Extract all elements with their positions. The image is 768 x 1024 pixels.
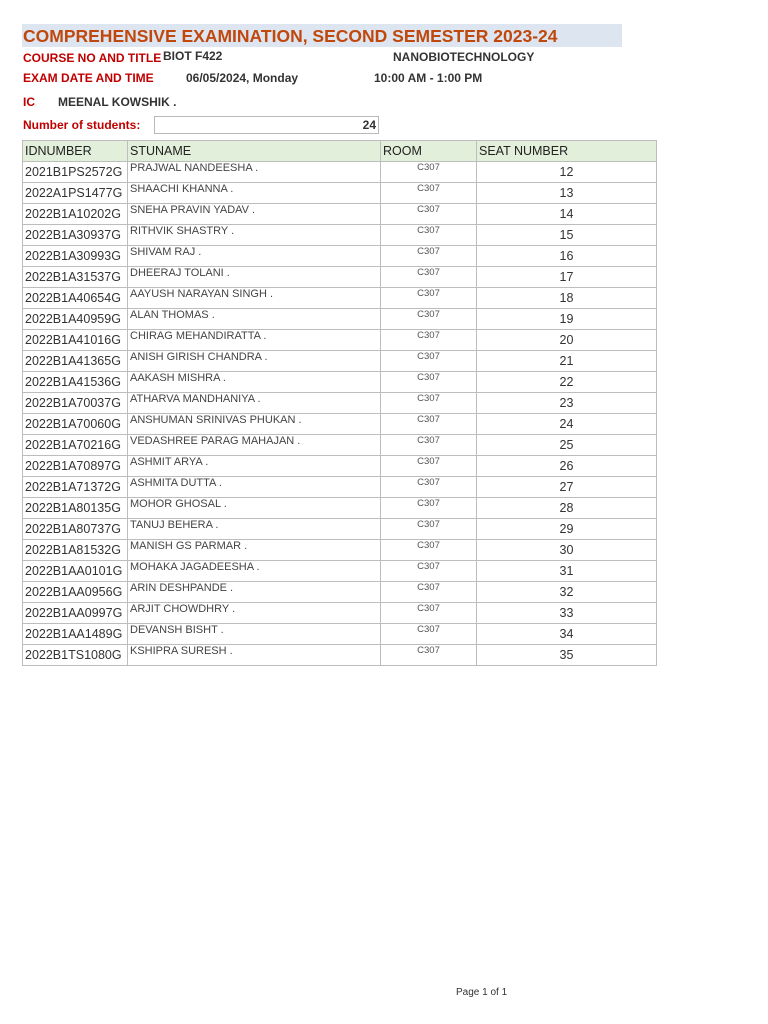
cell-stuname: ANISH GIRISH CHANDRA . <box>128 351 381 372</box>
cell-room: C307 <box>381 183 477 204</box>
course-name: NANOBIOTECHNOLOGY <box>393 50 535 64</box>
cell-room: C307 <box>381 162 477 183</box>
cell-stuname: RITHVIK SHASTRY . <box>128 225 381 246</box>
table-row <box>23 561 657 582</box>
cell-seat-number: 29 <box>477 519 657 540</box>
table-row <box>23 330 657 351</box>
cell-room: C307 <box>381 435 477 456</box>
table-row <box>23 162 657 183</box>
cell-seat-number: 26 <box>477 456 657 477</box>
cell-room: C307 <box>381 498 477 519</box>
table-body <box>23 162 657 666</box>
exam-date: 06/05/2024, Monday <box>186 71 299 85</box>
cell-stuname: ANSHUMAN SRINIVAS PHUKAN . <box>128 414 381 435</box>
table-row <box>23 519 657 540</box>
cell-room: C307 <box>381 540 477 561</box>
cell-stuname: ASHMIT ARYA . <box>128 456 381 477</box>
cell-room: C307 <box>381 582 477 603</box>
cell-seat-number: 25 <box>477 435 657 456</box>
cell-stuname: VEDASHREE PARAG MAHAJAN . <box>128 435 381 456</box>
cell-seat-number: 15 <box>477 225 657 246</box>
cell-stuname: AAKASH MISHRA . <box>128 372 381 393</box>
students-label: Number of students: <box>23 118 141 132</box>
cell-idnumber: 2022B1AA0956G <box>23 582 128 603</box>
page-title: COMPREHENSIVE EXAMINATION, SECOND SEMESTER 2023-24 <box>23 26 558 46</box>
cell-seat-number: 12 <box>477 162 657 183</box>
cell-idnumber: 2021B1PS2572G <box>23 162 128 183</box>
cell-room: C307 <box>381 288 477 309</box>
header-idnumber: IDNUMBER <box>23 141 128 162</box>
table-row <box>23 456 657 477</box>
cell-idnumber: 2022B1A41365G <box>23 351 128 372</box>
cell-seat-number: 31 <box>477 561 657 582</box>
cell-idnumber: 2022B1A80135G <box>23 498 128 519</box>
table-row <box>23 582 657 603</box>
table-row <box>23 351 657 372</box>
cell-idnumber: 2022B1TS1080G <box>23 645 128 666</box>
cell-stuname: ASHMITA DUTTA . <box>128 477 381 498</box>
cell-idnumber: 2022B1A70037G <box>23 393 128 414</box>
table-header-row <box>23 141 657 162</box>
table-row <box>23 414 657 435</box>
table-row <box>23 498 657 519</box>
cell-stuname: SNEHA PRAVIN YADAV . <box>128 204 381 225</box>
cell-room: C307 <box>381 645 477 666</box>
cell-stuname: ATHARVA MANDHANIYA . <box>128 393 381 414</box>
cell-stuname: CHIRAG MEHANDIRATTA . <box>128 330 381 351</box>
cell-room: C307 <box>381 456 477 477</box>
table-row <box>23 603 657 624</box>
students-count-box <box>154 116 379 134</box>
cell-stuname: KSHIPRA SURESH . <box>128 645 381 666</box>
cell-room: C307 <box>381 603 477 624</box>
page-number: Page 1 of 1 <box>456 987 508 998</box>
cell-room: C307 <box>381 561 477 582</box>
exam-time: 10:00 AM - 1:00 PM <box>374 71 483 85</box>
cell-stuname: ARJIT CHOWDHRY . <box>128 603 381 624</box>
cell-idnumber: 2022B1AA0101G <box>23 561 128 582</box>
cell-stuname: DEVANSH BISHT . <box>128 624 381 645</box>
cell-seat-number: 18 <box>477 288 657 309</box>
cell-stuname: MOHOR GHOSAL . <box>128 498 381 519</box>
cell-seat-number: 32 <box>477 582 657 603</box>
cell-room: C307 <box>381 330 477 351</box>
cell-stuname: MANISH GS PARMAR . <box>128 540 381 561</box>
cell-seat-number: 16 <box>477 246 657 267</box>
cell-idnumber: 2022B1AA1489G <box>23 624 128 645</box>
table-row <box>23 309 657 330</box>
header-stuname: STUNAME <box>128 141 381 162</box>
table-row <box>23 246 657 267</box>
cell-seat-number: 20 <box>477 330 657 351</box>
cell-room: C307 <box>381 309 477 330</box>
cell-seat-number: 13 <box>477 183 657 204</box>
cell-seat-number: 14 <box>477 204 657 225</box>
cell-seat-number: 23 <box>477 393 657 414</box>
table-row <box>23 288 657 309</box>
cell-idnumber: 2022B1A40959G <box>23 309 128 330</box>
cell-stuname: PRAJWAL NANDEESHA . <box>128 162 381 183</box>
cell-seat-number: 19 <box>477 309 657 330</box>
cell-seat-number: 24 <box>477 414 657 435</box>
cell-room: C307 <box>381 204 477 225</box>
ic-label: IC <box>23 95 35 109</box>
table-row <box>23 204 657 225</box>
table-row <box>23 225 657 246</box>
cell-stuname: DHEERAJ TOLANI . <box>128 267 381 288</box>
cell-idnumber: 2022B1A81532G <box>23 540 128 561</box>
cell-seat-number: 35 <box>477 645 657 666</box>
cell-stuname: SHIVAM RAJ . <box>128 246 381 267</box>
exam-label: EXAM DATE AND TIME <box>23 71 154 85</box>
cell-seat-number: 30 <box>477 540 657 561</box>
cell-room: C307 <box>381 267 477 288</box>
cell-idnumber: 2022A1PS1477G <box>23 183 128 204</box>
cell-stuname: TANUJ BEHERA . <box>128 519 381 540</box>
cell-idnumber: 2022B1A30937G <box>23 225 128 246</box>
cell-stuname: ARIN DESHPANDE . <box>128 582 381 603</box>
cell-idnumber: 2022B1A70897G <box>23 456 128 477</box>
table-row <box>23 477 657 498</box>
cell-stuname: MOHAKA JAGADEESHA . <box>128 561 381 582</box>
cell-idnumber: 2022B1AA0997G <box>23 603 128 624</box>
cell-seat-number: 22 <box>477 372 657 393</box>
cell-idnumber: 2022B1A40654G <box>23 288 128 309</box>
cell-stuname: ALAN THOMAS . <box>128 309 381 330</box>
cell-idnumber: 2022B1A41016G <box>23 330 128 351</box>
cell-seat-number: 34 <box>477 624 657 645</box>
cell-seat-number: 33 <box>477 603 657 624</box>
cell-idnumber: 2022B1A31537G <box>23 267 128 288</box>
cell-room: C307 <box>381 372 477 393</box>
cell-idnumber: 2022B1A70060G <box>23 414 128 435</box>
cell-room: C307 <box>381 393 477 414</box>
table-row <box>23 372 657 393</box>
cell-stuname: AAYUSH NARAYAN SINGH . <box>128 288 381 309</box>
cell-seat-number: 21 <box>477 351 657 372</box>
seating-table <box>22 140 657 666</box>
cell-seat-number: 28 <box>477 498 657 519</box>
cell-room: C307 <box>381 519 477 540</box>
table-row <box>23 435 657 456</box>
cell-idnumber: 2022B1A71372G <box>23 477 128 498</box>
cell-room: C307 <box>381 477 477 498</box>
table-row <box>23 540 657 561</box>
table-row <box>23 183 657 204</box>
header-room: ROOM <box>381 141 477 162</box>
cell-idnumber: 2022B1A30993G <box>23 246 128 267</box>
header-seat-number: SEAT NUMBER <box>477 141 657 162</box>
cell-idnumber: 2022B1A80737G <box>23 519 128 540</box>
course-label: COURSE NO AND TITLE <box>23 51 162 65</box>
cell-idnumber: 2022B1A70216G <box>23 435 128 456</box>
table-row <box>23 267 657 288</box>
course-number: BIOT F422 <box>163 49 223 63</box>
cell-seat-number: 17 <box>477 267 657 288</box>
cell-seat-number: 27 <box>477 477 657 498</box>
cell-room: C307 <box>381 225 477 246</box>
table-row <box>23 645 657 666</box>
cell-stuname: SHAACHI KHANNA . <box>128 183 381 204</box>
cell-room: C307 <box>381 624 477 645</box>
cell-room: C307 <box>381 351 477 372</box>
students-count: 24 <box>362 118 376 132</box>
table-row <box>23 393 657 414</box>
cell-room: C307 <box>381 414 477 435</box>
ic-name: MEENAL KOWSHIK . <box>58 95 177 109</box>
table-row <box>23 624 657 645</box>
cell-idnumber: 2022B1A41536G <box>23 372 128 393</box>
cell-room: C307 <box>381 246 477 267</box>
cell-idnumber: 2022B1A10202G <box>23 204 128 225</box>
